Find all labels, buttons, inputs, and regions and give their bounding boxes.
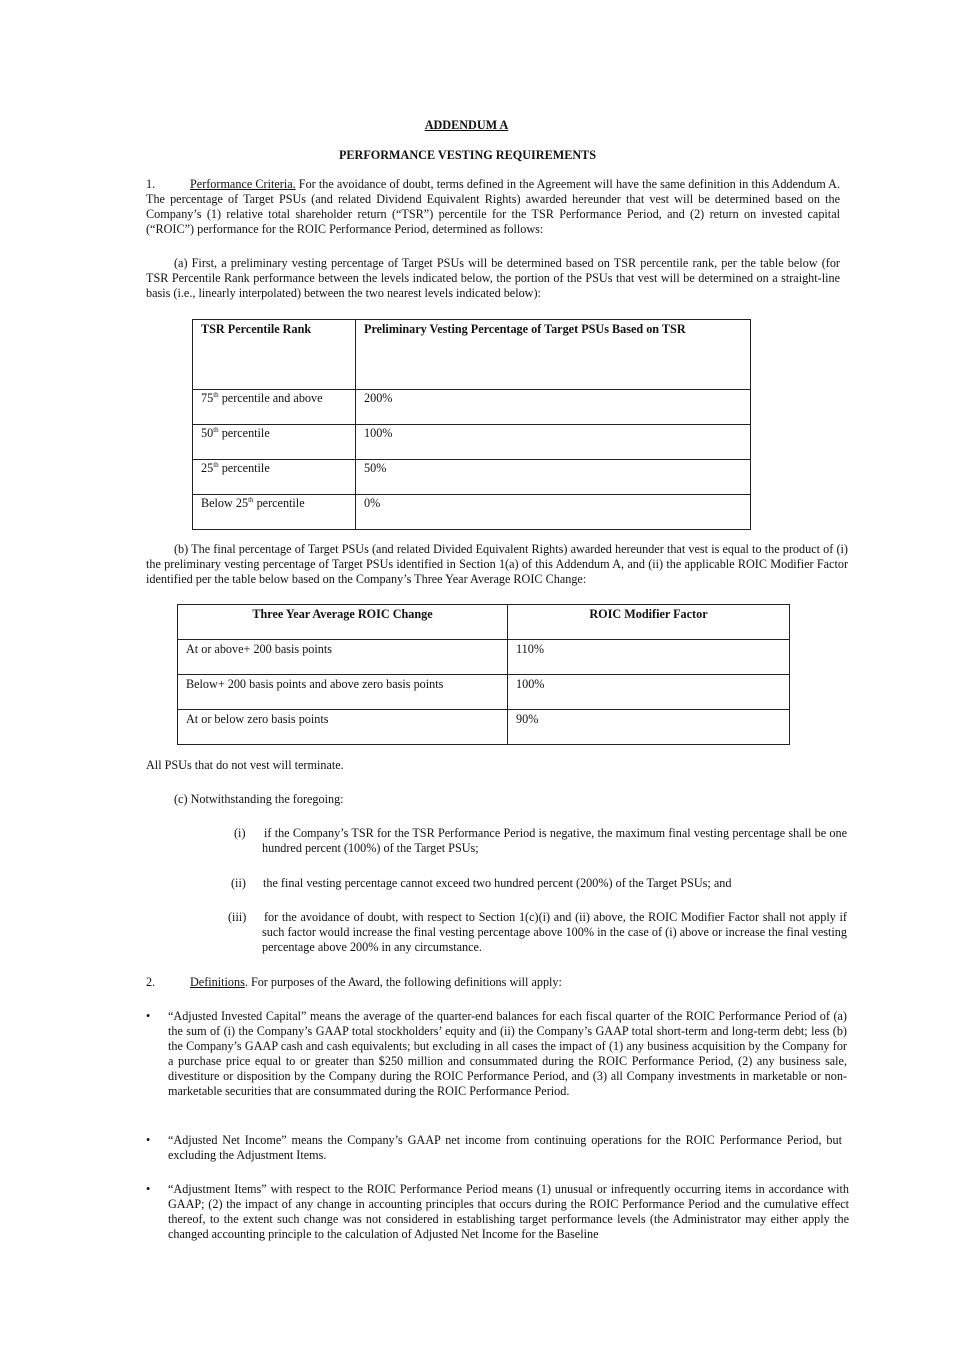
terminate-sentence: All PSUs that do not vest will terminate. bbox=[146, 758, 344, 772]
table-cell: 100% bbox=[508, 675, 790, 710]
table-row bbox=[193, 460, 751, 495]
table-cell: 90% bbox=[508, 710, 790, 745]
table-cell: At or above+ 200 basis points bbox=[178, 640, 508, 675]
item-text: the final vesting percentage cannot exceed two hundred percent (200%) of the Target PSUs; and bbox=[263, 876, 732, 890]
bullet-icon: • bbox=[146, 1009, 151, 1023]
item-text: for the avoidance of doubt, with respect to Section 1(c)(i) and (ii) above, the ROIC Modifier Factor shall not apply if such factor would increase the final vesting percentage above 100% in the case of (i) above or increase the final vesting percentage above 200% in any circumstance. bbox=[262, 910, 847, 954]
item-label: (ii) bbox=[231, 876, 246, 890]
table-row bbox=[193, 425, 751, 460]
section-1-text: For the avoidance of doubt, terms defined in the Agreement will have the same definition in this Addendum A. The percentage of Target PSUs (and related Dividend Equivalent Rights) awarded hereunder that vest will be determined based on the Company’s (1) relative total shareholder return (“TSR”) percentile for the TSR Performance Period, and (2) return on invested capital (“ROIC”) performance for the ROIC Performance Period, determined as follows: bbox=[146, 177, 841, 236]
table-cell: 75th percentile and above bbox=[193, 390, 356, 425]
paragraph-a: (a) First, a preliminary vesting percentage of Target PSUs will be determined based on TSR percentile rank, per the table below (for TSR Percentile Rank performance between the levels indicated below, the portion of the PSUs that vest will be determined on a straight-line basis (i.e., linearly interpolated) between the two nearest levels indicated below): bbox=[146, 256, 840, 300]
bullet-icon: • bbox=[146, 1133, 151, 1147]
table-cell: 200% bbox=[356, 390, 751, 425]
addendum-title: ADDENDUM A bbox=[424, 118, 509, 132]
bullet-icon: • bbox=[146, 1182, 151, 1196]
item-label: (i) bbox=[234, 826, 246, 840]
section-2-number: 2. bbox=[146, 975, 156, 989]
section-1-number: 1. bbox=[146, 177, 156, 191]
table-cell: Below+ 200 basis points and above zero basis points bbox=[178, 675, 508, 710]
table-header-row bbox=[178, 605, 790, 640]
definition-item: “Adjustment Items” with respect to the ROIC Performance Period means (1) unusual or infrequently occurring items in accordance with GAAP; (2) the impact of any change in accounting principles that occurs during the ROIC Performance Period and the cumulative effect thereof, to the extent such change was not considered in establishing target performance levels (the Administrator may either apply the changed accounting principle to the calculation of Adjusted Net Income for the Baseline bbox=[168, 1182, 849, 1241]
table-header-cell: Preliminary Vesting Percentage of Target PSUs Based on TSR bbox=[356, 320, 751, 390]
table-cell: At or below zero basis points bbox=[178, 710, 508, 745]
item-text: if the Company’s TSR for the TSR Performance Period is negative, the maximum final vesting percentage shall be one hundred percent (100%) of the Target PSUs; bbox=[262, 826, 847, 855]
table-row bbox=[193, 495, 751, 530]
page-subtitle: PERFORMANCE VESTING REQUIREMENTS bbox=[338, 148, 597, 162]
table-row bbox=[193, 390, 751, 425]
table-cell: Below 25th percentile bbox=[193, 495, 356, 530]
section-1-heading: Performance Criteria. bbox=[190, 177, 296, 191]
table-row bbox=[178, 675, 790, 710]
section-2-heading: Definitions bbox=[190, 975, 245, 989]
table-header-cell: Three Year Average ROIC Change bbox=[178, 605, 508, 640]
table-cell: 110% bbox=[508, 640, 790, 675]
table-row bbox=[178, 710, 790, 745]
table-cell: 50% bbox=[356, 460, 751, 495]
paragraph-b: (b) The final percentage of Target PSUs (and related Divided Equivalent Rights) awarded hereunder that vest is equal to the product of (i) the preliminary vesting percentage of Target PSUs identified in Section 1(a) of this Addendum A, and (ii) the applicable ROIC Modifier Factor identified per the table below based on the Company’s Three Year Average ROIC Change: bbox=[146, 542, 848, 586]
table-cell: 50th percentile bbox=[193, 425, 356, 460]
section-1-paragraph bbox=[146, 177, 840, 237]
definition-item: “Adjusted Invested Capital” means the average of the quarter-end balances for each fiscal quarter of the ROIC Performance Period of (a) the sum of (i) the Company’s GAAP total stockholders’ equity and (ii) the Company’s GAAP total short-term and long-term debt; less (b) the Company’s GAAP cash and cash equivalents; but excluding in all cases the impact of (1) any business acquisition by the Company for a purchase price equal to or greater than $250 million and consummated during the ROIC Performance Period, (2) any business sale, divestiture or disposition by the Company during the ROIC Performance Period, and (3) all Company investments in marketable or non-marketable securities that are consummated during the ROIC Performance Period. bbox=[168, 1009, 847, 1098]
table-header-cell: TSR Percentile Rank bbox=[193, 320, 356, 390]
paragraph-c: (c) Notwithstanding the foregoing: bbox=[174, 792, 344, 806]
definition-item: “Adjusted Net Income” means the Company’s GAAP net income from continuing operations for the ROIC Performance Period, but excluding the Adjustment Items. bbox=[168, 1133, 842, 1162]
section-2-text: . For purposes of the Award, the following definitions will apply: bbox=[244, 975, 562, 989]
roic-table bbox=[177, 604, 790, 745]
table-cell: 0% bbox=[356, 495, 751, 530]
table-header-cell: ROIC Modifier Factor bbox=[508, 605, 790, 640]
table-header-row bbox=[193, 320, 751, 390]
table-cell: 100% bbox=[356, 425, 751, 460]
tsr-table bbox=[192, 319, 751, 530]
table-row bbox=[178, 640, 790, 675]
table-cell: 25th percentile bbox=[193, 460, 356, 495]
item-label: (iii) bbox=[228, 910, 247, 924]
section-2-paragraph bbox=[146, 975, 562, 990]
